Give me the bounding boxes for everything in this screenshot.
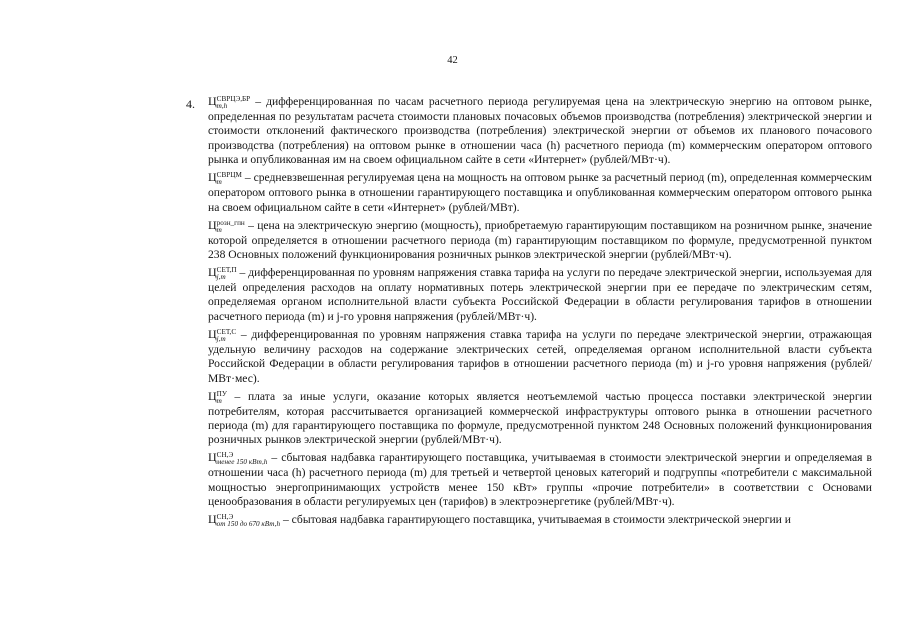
symbol-indices bbox=[217, 267, 237, 281]
definition-paragraph bbox=[208, 94, 872, 168]
formula-symbol bbox=[208, 328, 236, 341]
symbol-subscript: j,m bbox=[216, 273, 226, 282]
formula-symbol bbox=[208, 390, 227, 403]
definition-text: – сбытовая надбавка гарантирующего поставщика, учитываемая в стоимости электрической энергии и bbox=[280, 513, 791, 527]
definition-paragraph bbox=[208, 265, 872, 324]
list-item-number: 4. bbox=[186, 97, 195, 111]
formula-symbol bbox=[208, 170, 242, 187]
definition-paragraph bbox=[208, 389, 872, 448]
symbol-base: Ц bbox=[208, 265, 217, 280]
symbol-subscript: m bbox=[216, 396, 222, 405]
symbol-indices bbox=[217, 452, 268, 466]
symbol-subscript: менее 150 кВт,h bbox=[216, 458, 268, 467]
symbol-superscript: СВРЦМ bbox=[216, 171, 242, 180]
definition-text: – цена на электрическую энергию (мощность), приобретаемую гарантирующим поставщиком на розничном рынке, значение которой определяется в отношении расчетного периода (m) гарантирующим поставщиком по формуле, предусмотренной пунктом 238 Основных положений функционирования розничных рынков электрической энергии (рублей/МВт·ч). bbox=[208, 218, 872, 262]
definition-text: – дифференцированная по уровням напряжения ставка тарифа на услуги по передаче электрической энергии, отражающая удельную величину расходов на содержание электрических сетей, определяемая органом исполнительной власти субъекта Российской Федерации в области регулирования тарифов в отношении расчетного периода (m) и j-го уровня напряжения (рублей/МВт·мес). bbox=[208, 327, 872, 385]
symbol-subscript: m,h bbox=[216, 102, 228, 110]
definition-paragraph bbox=[208, 218, 872, 263]
symbol-indices bbox=[217, 391, 227, 405]
symbol-base: Ц bbox=[208, 388, 217, 403]
definition-paragraph bbox=[208, 512, 872, 528]
formula-symbol bbox=[208, 512, 281, 529]
definition-text: – дифференцированная по часам расчетного периода регулируемая цена на электрическую энергию на оптовом рынке, определенная по результатам расчета стоимости плановых почасовых объемов производства (потребления) электрической энергии и стоимости отклонений фактического производства (потребления) электрической энергии от объемов их планового почасового производства (потребления) на оптовом рынке в отношении часа (h) расчетного периода (m) коммерческим оператором оптового рынка и опубликованная им на своем официальном сайте в сети «Интернет» (рублей/МВт·ч). bbox=[208, 95, 872, 167]
formula-symbol bbox=[208, 219, 245, 232]
formula-symbol bbox=[208, 265, 237, 282]
symbol-superscript: СН,Э bbox=[216, 513, 234, 522]
symbol-subscript: j,m bbox=[216, 334, 226, 343]
symbol-subscript: m bbox=[216, 225, 222, 234]
symbol-superscript: СЕТ,П bbox=[216, 266, 237, 275]
symbol-superscript: ПУ bbox=[216, 389, 227, 398]
symbol-subscript: m bbox=[216, 178, 222, 187]
symbol-indices bbox=[217, 220, 245, 234]
definition-paragraph bbox=[208, 450, 872, 509]
symbol-superscript: розн_гпн bbox=[216, 218, 245, 227]
definition-paragraph bbox=[208, 327, 872, 386]
symbol-base: Ц bbox=[208, 512, 217, 527]
symbol-subscript: от 150 до 670 кВт,h bbox=[216, 520, 281, 529]
symbol-superscript: СЕТ,С bbox=[216, 327, 237, 336]
formula-symbol bbox=[208, 95, 250, 108]
definition-text: – средневзвешенная регулируемая цена на мощность на оптовом рынке за расчетный период (m), определенная коммерческим оператором оптового рынка в отношении гарантирующего поставщика и опубликованная коммерческим оператором оптового рынка на своем официальном сайте в сети «Интернет» (рублей/МВт). bbox=[208, 171, 872, 214]
definition-text: – плата за иные услуги, оказание которых является неотъемлемой частью процесса поставки электрической энергии потребителям, которая рассчитывается организацией коммерческой инфраструктуры оптового рынка в отношении расчетного периода (m) для гарантирующего поставщика по формуле, предусмотренной пунктом 248 Основных положений функционирования розничных рынков электрической энергии (рублей/МВт·ч). bbox=[208, 389, 872, 447]
symbol-base: Ц bbox=[208, 326, 217, 341]
definition-paragraph bbox=[208, 170, 872, 215]
symbol-indices bbox=[217, 514, 280, 528]
definition-text: – сбытовая надбавка гарантирующего поставщика, учитываемая в стоимости электрической энергии и определяемая в отношении часа (h) расчетного периода (m) для третьей и четвертой ценовых категорий и подгруппы «потребители с максимальной мощностью энергопринимающих устройств менее 150 кВт» группы «прочие потребители» в соответствии с Основами ценообразования в области регулируемых цен (тарифов) в электроэнергетике (рублей/МВт·ч). bbox=[208, 451, 872, 509]
symbol-indices bbox=[217, 172, 242, 186]
document-body bbox=[208, 94, 872, 531]
symbol-superscript: СВРЦЭ,БР bbox=[216, 95, 251, 103]
definition-text: – дифференцированная по уровням напряжения ставка тарифа на услуги по передаче электрической энергии, используемая для целей определения расходов на оплату нормативных потерь электрической энергии при ее передаче по электрическим сетям, определяемая органом исполнительной власти субъекта Российской Федерации в области регулирования тарифов в отношении расчетного периода (m) и j-го уровня напряжения (рублей/МВт·ч). bbox=[208, 266, 872, 323]
symbol-base: Ц bbox=[208, 170, 217, 185]
symbol-indices bbox=[217, 96, 250, 110]
symbol-base: Ц bbox=[208, 94, 217, 108]
symbol-base: Ц bbox=[208, 217, 217, 232]
symbol-indices bbox=[217, 329, 236, 343]
page-number: 42 bbox=[447, 55, 458, 66]
symbol-superscript: СН,Э bbox=[216, 451, 234, 460]
symbol-base: Ц bbox=[208, 450, 217, 465]
formula-symbol bbox=[208, 450, 268, 467]
